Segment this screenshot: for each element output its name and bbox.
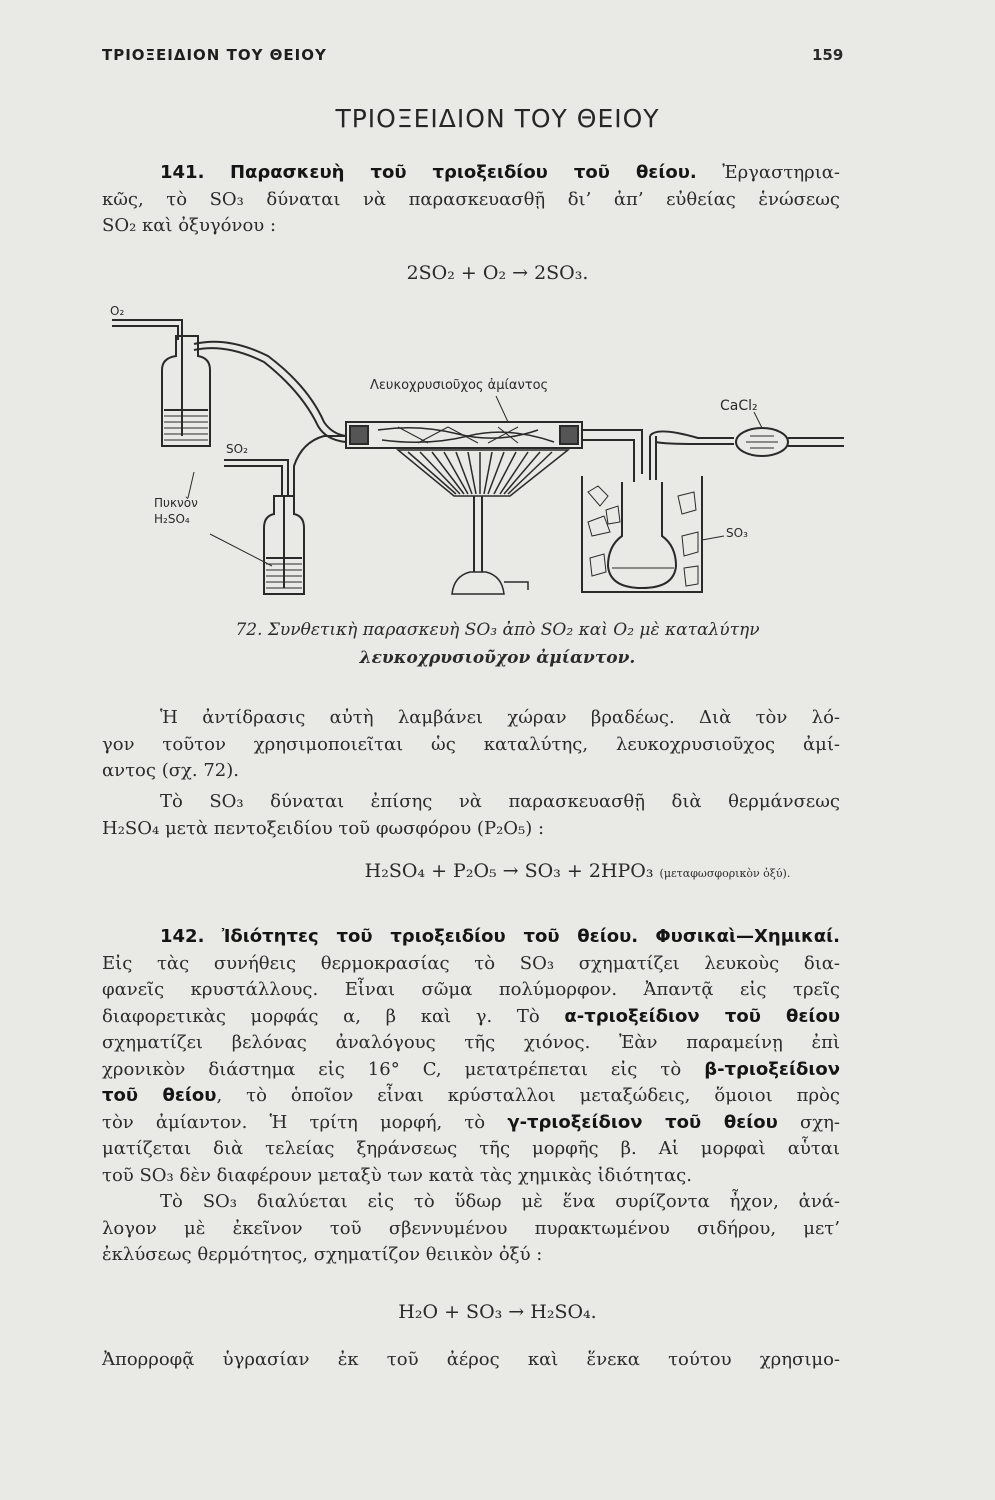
section-141: [102, 160, 840, 240]
figure-caption-text: Συνθετικὴ παρασκευὴ SO₃ ἀπὸ SO₂ καὶ O₂ μὲ καταλύτην: [267, 620, 760, 640]
label-so2: SO₂: [226, 442, 248, 456]
label-o2: O₂: [110, 304, 125, 318]
section-142-line6-text: , τὸ ὁποῖον εἶναι κρύσταλλοι μεταξώδεις, ὅμοιοι πρὸς: [216, 1085, 840, 1106]
label-catalyst: Λευκοχρυσιοῦχος ἀμίαντος: [370, 378, 549, 393]
section-142-heading-rest: Φυσικαὶ—Χημικαί.: [655, 926, 840, 947]
chapter-title: ΤΡΙΟΞΕΙΔΙΟΝ ΤΟΥ ΘΕΙΟΥ: [335, 104, 660, 133]
figure-caption-line2: λευκοχρυσιοῦχον ἀμίαντον.: [359, 648, 636, 668]
paragraph-1: [102, 705, 840, 785]
figure-number: 72.: [235, 620, 263, 640]
burner: [398, 450, 568, 594]
section-142: [102, 924, 840, 1269]
cacl2-tube: [736, 412, 844, 456]
equation-2: [80, 860, 995, 882]
last-paragraph: [102, 1347, 840, 1374]
section-142-line6: [102, 1083, 840, 1110]
section-142-number: 142.: [160, 926, 205, 947]
equation-2-note: (μεταφωσφορικὸν ὀξύ).: [659, 867, 791, 880]
section-142-line7-text: τὸν ἀμίαντον. Ἡ τρίτη μορφή, τὸ: [102, 1111, 486, 1133]
paragraph-2: [102, 789, 840, 842]
paragraph-1-line3: αντος (σχ. 72).: [102, 760, 240, 781]
section-142-heading-line: [102, 924, 840, 951]
section-142-line7: [102, 1110, 840, 1137]
figure-caption-line1: [0, 620, 995, 640]
page-number: 159: [812, 46, 844, 64]
section-142-line9: τοῦ SO₃ δὲν διαφέρουν μεταξὺ των κατὰ τὰς χημικὰς ἰδιότητας.: [102, 1164, 692, 1186]
equation-3: H₂O + SO₃ → H₂SO₄.: [398, 1301, 597, 1323]
term-beta: β-τριοξείδιον: [704, 1058, 840, 1080]
h2so4-pointer: [210, 534, 272, 566]
section-142-line1: Εἰς τὰς συνήθεις θερμοκρασίας τὸ SO₃ σχηματίζει λευκοὺς δια-: [102, 952, 840, 974]
paragraph-2-line1: Τὸ SO₃ δύναται ἐπίσης νὰ παρασκευασθῇ διὰ θερμάνσεως: [160, 791, 840, 812]
label-h2so4: H₂SO₄: [154, 512, 190, 526]
term-beta-2: τοῦ θείου: [102, 1085, 217, 1106]
section-141-line2: κῶς, τὸ SO₃ δύναται νὰ παρασκευασθῇ δι’ ἀπ’ εὐθείας ἑνώσεως: [102, 188, 840, 210]
equation-1: 2SO₂ + O₂ → 2SO₃.: [406, 262, 589, 284]
last-line: Ἀπορροφᾷ ὑγρασίαν ἐκ τοῦ ἀέρος καὶ ἕνεκα τούτου χρησιμο-: [102, 1349, 840, 1370]
section-142-line4: σχηματίζει βελόνας ἀναλόγους τῆς χιόνος. Ἐὰν παραμείνῃ ἐπὶ: [102, 1032, 840, 1053]
section-142-line8: ματίζεται διὰ τελείας ξηράνσεως τῆς μορφῆς β. Αἱ μορφαὶ αὗται: [102, 1138, 840, 1159]
section-142-line5-text: χρονικὸν διάστημα εἰς 16° C, μετατρέπεται εἰς τὸ: [102, 1058, 682, 1080]
water-line3: ἐκλύσεως θερμότητος, σχηματίζον θειικὸν ὀξύ :: [102, 1244, 543, 1265]
section-141-line1: [102, 160, 840, 187]
section-142-line5: [102, 1057, 840, 1084]
label-concentrated: Πυκνὸν: [154, 496, 198, 510]
section-141-line1-rest: Ἐργαστηρια-: [722, 162, 840, 183]
wash-bottle-left: [162, 336, 346, 446]
equation-2-formula: H₂SO₄ + P₂O₅ → SO₃ + 2HPO₃: [364, 860, 654, 882]
paragraph-2-line2: H₂SO₄ μετὰ πεντοξειδίου τοῦ φωσφόρου (P₂O₅) :: [102, 817, 545, 839]
section-141-heading: Παρασκευὴ τοῦ τριοξειδίου τοῦ θείου.: [229, 162, 697, 183]
paragraph-1-line2: γον τοῦτον χρησιμοποιεῖται ὡς καταλύτης, λευκοχρυσιοῦχος ἀμί-: [102, 733, 840, 755]
apparatus-diagram: [98, 296, 858, 626]
section-141-number: 141.: [160, 162, 205, 183]
paragraph-1-line1: Ἡ ἀντίδρασις αὐτὴ λαμβάνει χώραν βραδέως. Διὰ τὸν λό-: [160, 707, 840, 728]
section-142-line3-text: διαφορετικὰς μορφάς α, β καὶ γ. Τὸ: [102, 1005, 540, 1027]
catalyst-tube: [346, 396, 582, 448]
water-line1: Τὸ SO₃ διαλύεται εἰς τὸ ὕδωρ μὲ ἕνα συρίζοντα ἦχον, ἀνά-: [160, 1191, 840, 1212]
collector-bath: [582, 431, 734, 592]
section-142-line2: φανεῖς κρυστάλλους. Εἶναι σῶμα πολύμορφον. Ἀπαντᾷ εἰς τρεῖς: [102, 979, 840, 1000]
term-gamma: γ-τριοξείδιον τοῦ θείου: [507, 1111, 778, 1133]
figure-72: [98, 296, 858, 626]
water-line2: λογον μὲ ἐκεῖνον τοῦ σβεννυμένου πυρακτωμένου σιδήρου, μετ’: [102, 1217, 840, 1239]
o2-inlet-pipe: [112, 320, 182, 336]
running-head: ΤΡΙΟΞΕΙΔΙΟΝ ΤΟΥ ΘΕΙΟΥ: [102, 46, 327, 64]
term-alpha: α-τριοξείδιον τοῦ θείου: [564, 1005, 840, 1027]
wash-bottle-right: [224, 436, 346, 594]
label-cacl2: CaCl₂: [720, 398, 758, 414]
label-so3: SO₃: [726, 526, 748, 540]
section-142-line3: [102, 1004, 840, 1031]
section-141-line3: SO₂ καὶ ὀξυγόνου :: [102, 215, 277, 236]
section-142-heading: Ἰδιότητες τοῦ τριοξειδίου τοῦ θείου.: [221, 926, 639, 947]
section-142-line7-end: σχη-: [799, 1111, 840, 1133]
